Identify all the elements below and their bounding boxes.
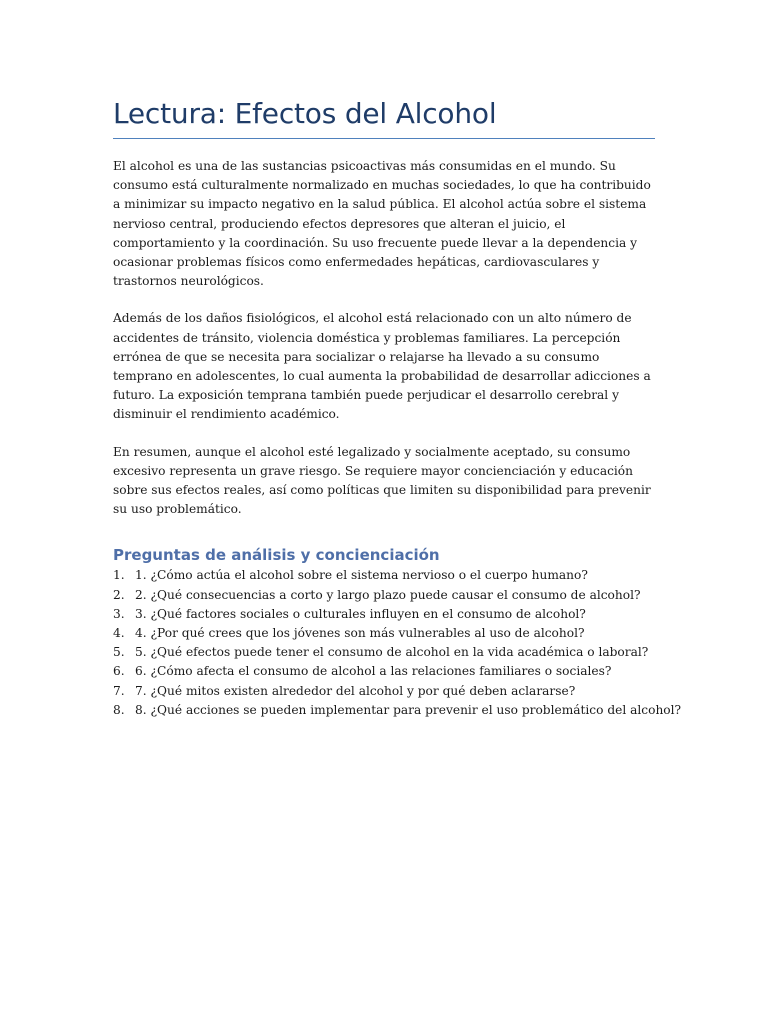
question-number: 4. [113, 626, 125, 641]
paragraph-consequences: Además de los daños fisiológicos, el alcohol está relacionado con un alto número de accidentes de tránsito, violencia doméstica y problemas familiares. La percepción errónea de que se necesita para socializar o relajarse ha llevado a su consumo temprano en adolescentes, lo cual aumenta la probabilidad de desarrollar adicciones a futuro. La exposición temprana también puede perjudicar el desarrollo cerebral y disminuir el rendimiento académico. [113, 311, 651, 422]
question-number: 1. [113, 568, 125, 583]
questions-list [113, 566, 682, 720]
question-text: 7. ¿Qué mitos existen alrededor del alcohol y por qué deben aclararse? [135, 683, 576, 698]
question-number: 7. [113, 683, 125, 698]
question-number: 8. [113, 702, 125, 717]
question-text: 4. ¿Por qué crees que los jóvenes son más vulnerables al uso de alcohol? [135, 626, 585, 641]
question-item [113, 605, 655, 624]
question-text: 2. ¿Qué consecuencias a corto y largo plazo puede causar el consumo de alcohol? [135, 587, 641, 602]
question-number: 2. [113, 587, 125, 602]
question-number: 3. [113, 606, 125, 621]
question-text: 5. ¿Qué efectos puede tener el consumo de alcohol en la vida académica o laboral? [135, 645, 649, 660]
question-item [113, 566, 655, 585]
question-text: 6. ¿Cómo afecta el consumo de alcohol a las relaciones familiares o sociales? [135, 664, 612, 679]
question-item [113, 643, 655, 662]
title-underline [113, 138, 655, 139]
question-item [113, 586, 655, 605]
question-item [113, 701, 682, 720]
question-number: 6. [113, 664, 125, 679]
question-item [113, 682, 655, 701]
question-text: 1. ¿Cómo actúa el alcohol sobre el sistema nervioso o el cuerpo humano? [135, 568, 588, 583]
question-item [113, 624, 655, 643]
paragraph-intro: El alcohol es una de las sustancias psicoactivas más consumidas en el mundo. Su consumo está culturalmente normalizado en muchas sociedades, lo que ha contribuido a minimizar su impacto negativo en la salud pública. El alcohol actúa sobre el sistema nervioso central, produciendo efectos depresores que alteran el juicio, el comportamiento y la coordinación. Su uso frecuente puede llevar a la dependencia y ocasionar problemas físicos como enfermedades hepáticas, cardiovasculares y trastornos neurológicos. [113, 159, 651, 289]
document-title: Lectura: Efectos del Alcohol [113, 97, 497, 130]
question-text: 3. ¿Qué factores sociales o culturales influyen en el consumo de alcohol? [135, 606, 586, 621]
question-item [113, 662, 655, 681]
question-text: 8. ¿Qué acciones se pueden implementar para prevenir el uso problemático del alcohol? [135, 702, 682, 717]
question-number: 5. [113, 645, 125, 660]
document-content [113, 92, 682, 720]
paragraph-summary: En resumen, aunque el alcohol esté legalizado y socialmente aceptado, su consumo excesivo representa un grave riesgo. Se requiere mayor concienciación y educación sobre sus efectos reales, así como políticas que limiten su disponibilidad para prevenir su uso problemático. [113, 444, 651, 517]
questions-heading: Preguntas de análisis y concienciación [113, 546, 440, 565]
